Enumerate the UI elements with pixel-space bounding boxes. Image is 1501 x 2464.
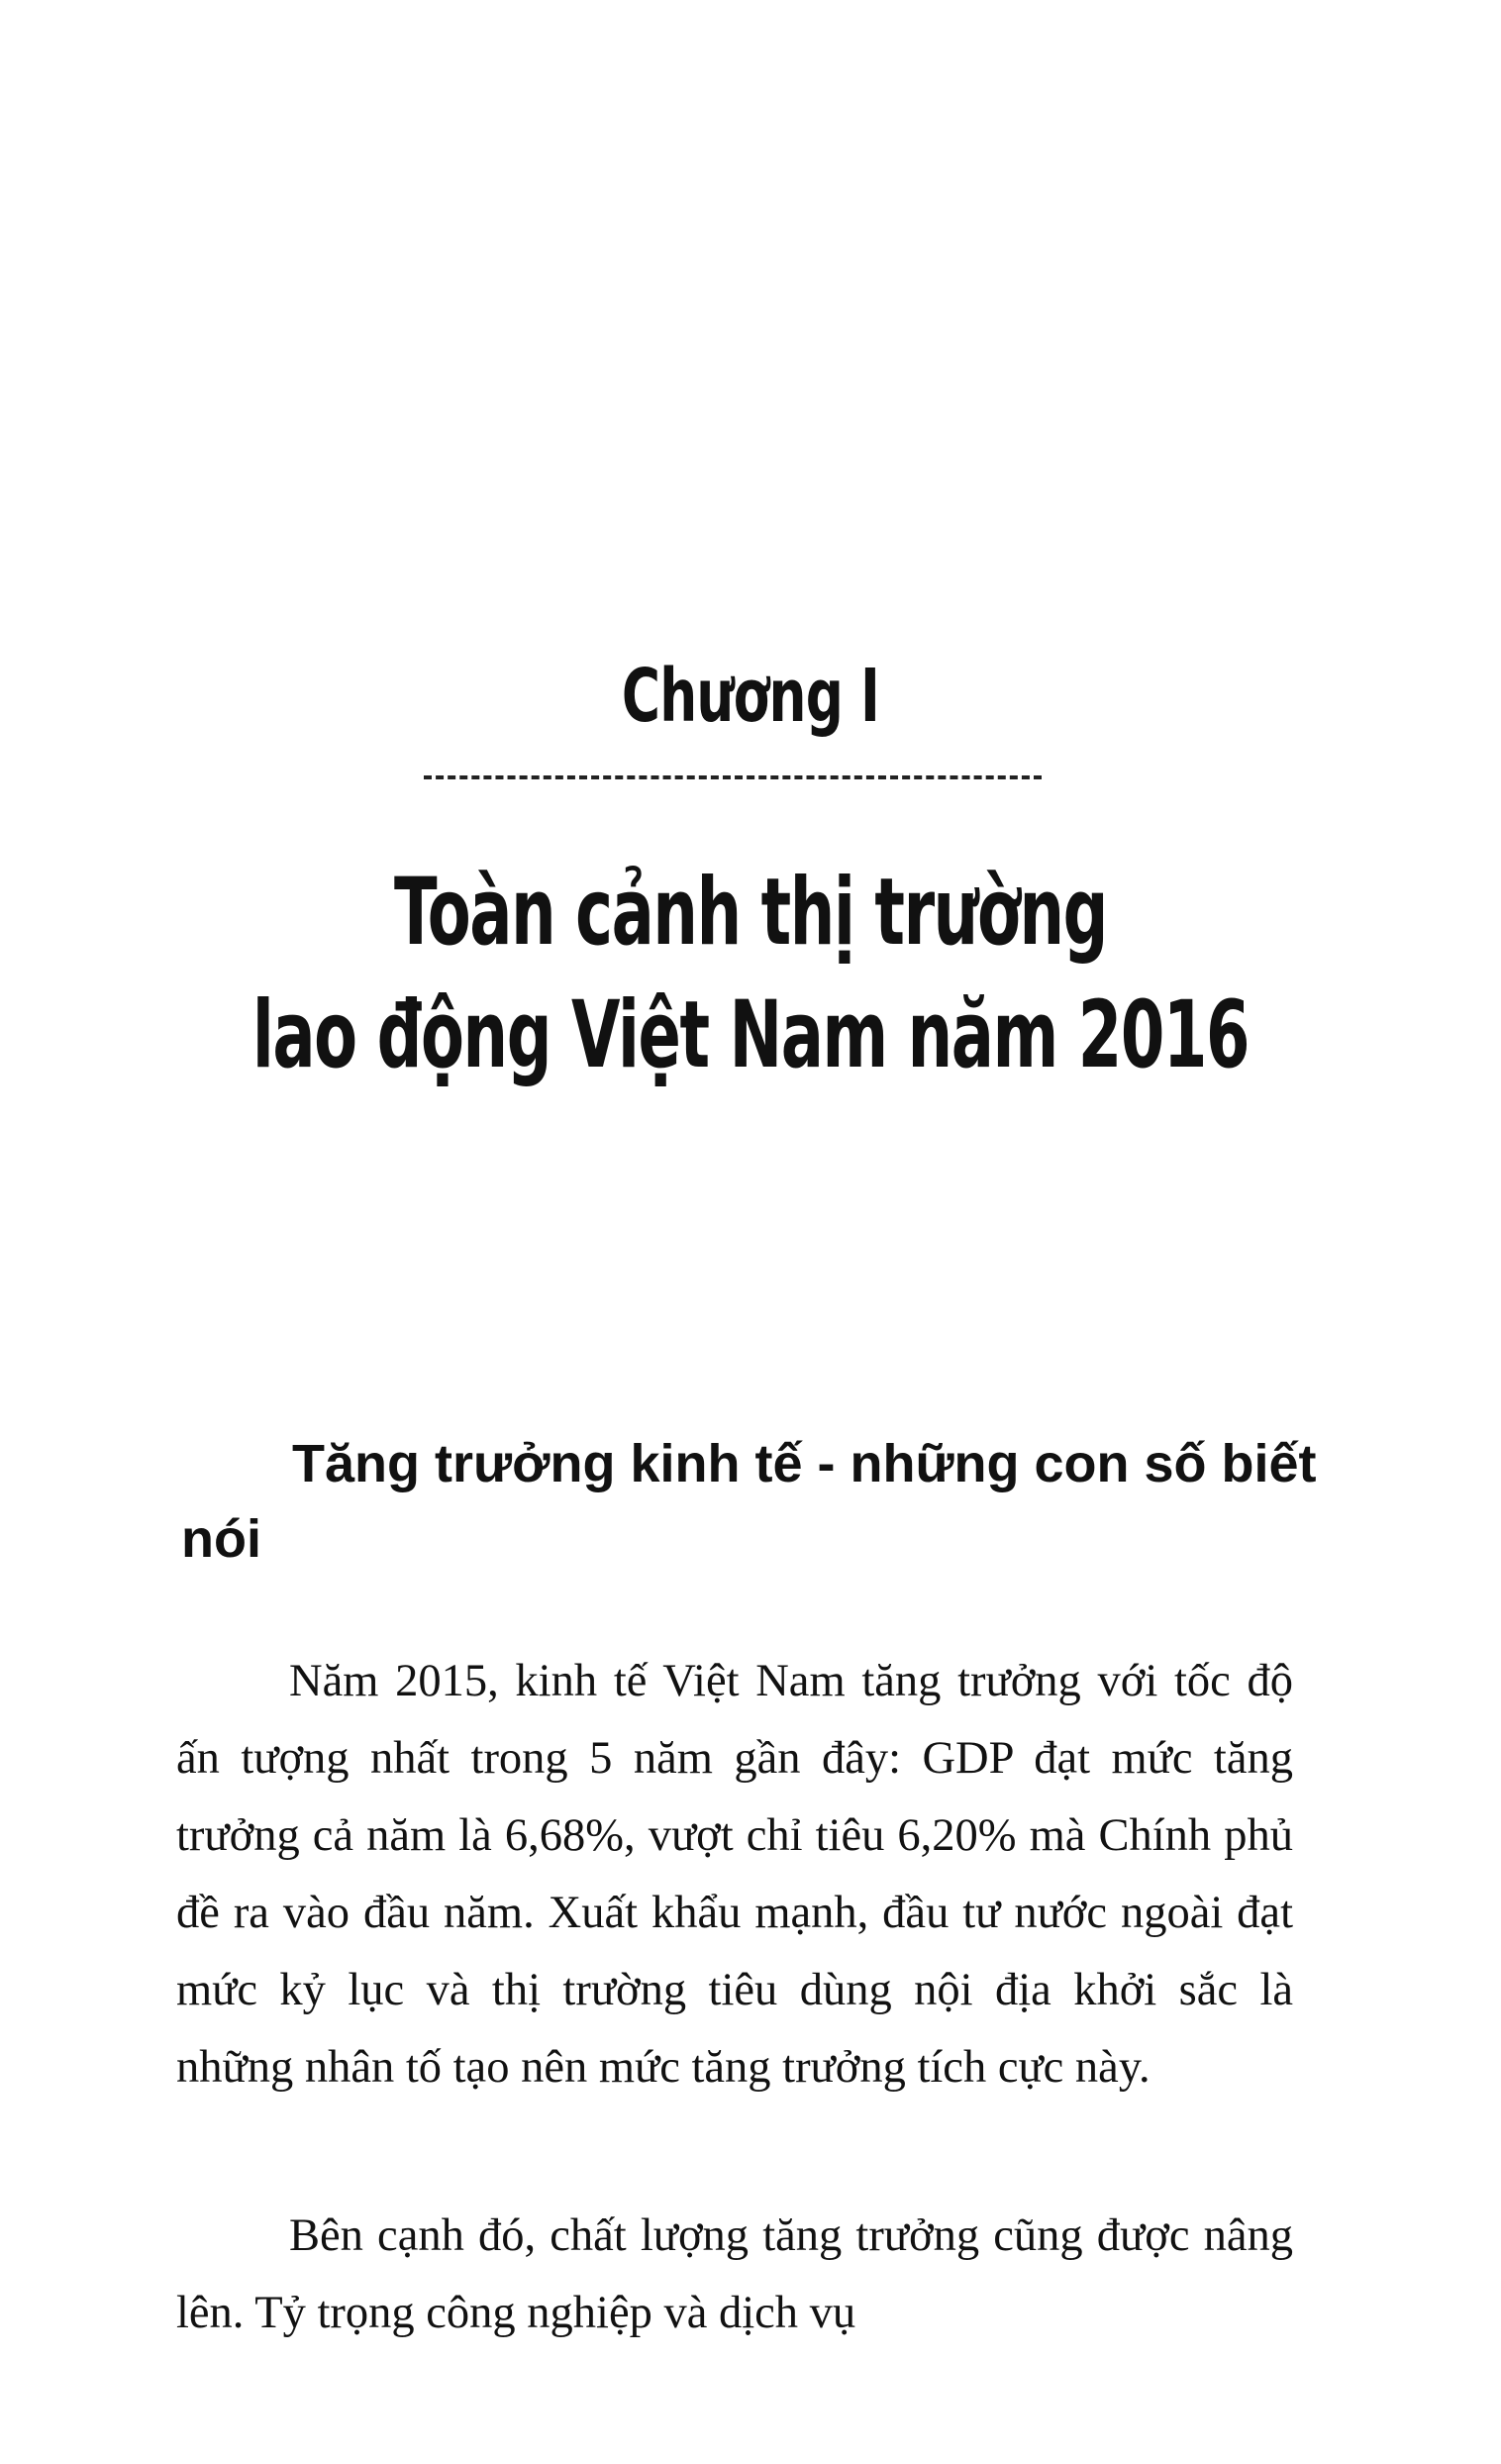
chapter-title (0, 852, 1501, 1097)
body-paragraph-2: Bên cạnh đó, chất lượng tăng trưởng cũng được nâng lên. Tỷ trọng công nghiệp và dịch vụ (176, 2209, 1293, 2338)
chapter-divider (424, 775, 1042, 779)
chapter-label: Chương I (621, 654, 880, 739)
body-paragraph-1: Năm 2015, kinh tế Việt Nam tăng trưởng với tốc độ ấn tượng nhất trong 5 năm gần đây: GDP đạt mức tăng trưởng cả năm là 6,68%, vượt chỉ tiêu 6,20% mà Chính phủ đề ra vào đầu năm. Xuất khẩu mạnh, đầu tư nước ngoài đạt mức kỷ lục và thị trường tiêu dùng nội địa khởi sắc là những nhân tố tạo nên mức tăng trưởng tích cực này. (176, 1655, 1293, 2093)
chapter-title-line-1: Toàn cảnh thị trường (394, 859, 1107, 967)
section-heading: Tăng trưởng kinh tế - những con số biết nói (181, 1434, 1317, 1569)
chapter-title-line-2: lao động Việt Nam năm 2016 (251, 981, 1250, 1089)
